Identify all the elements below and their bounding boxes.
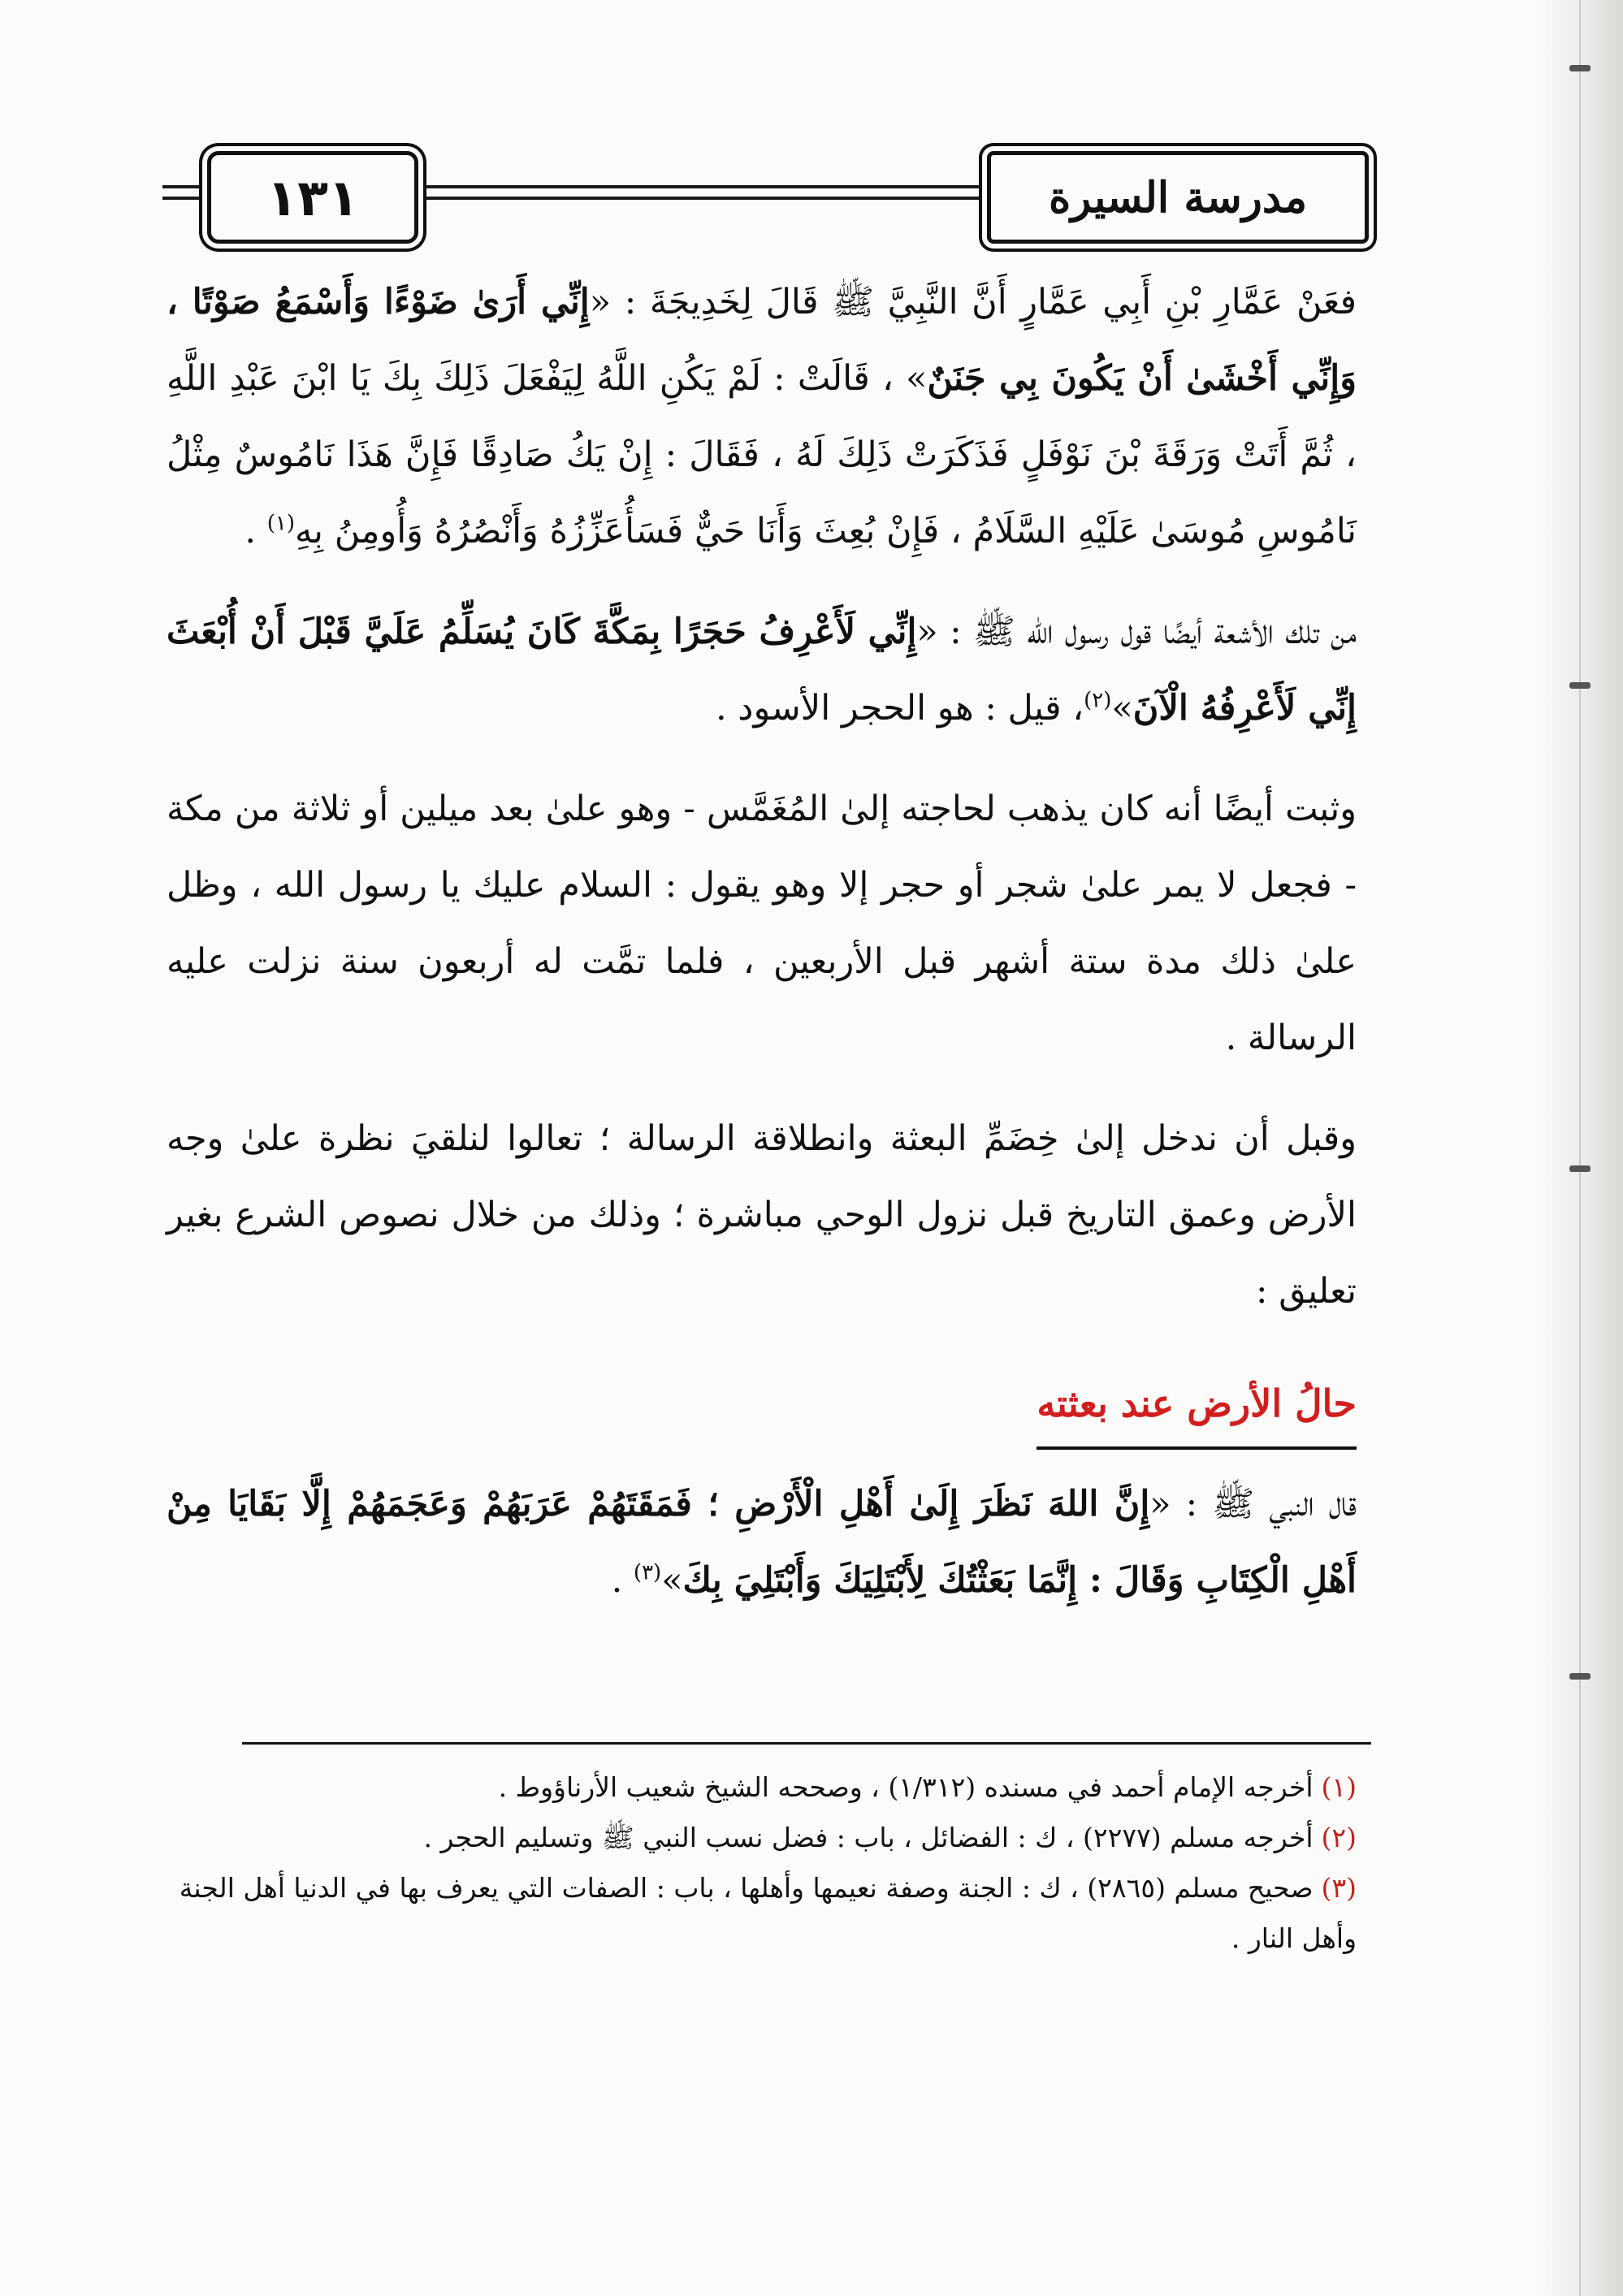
text-run: ، قيل : هو الحجر الأسود . (715, 688, 1084, 729)
page-edge (1534, 0, 1623, 2296)
footnote-text: أخرجه الإمام أحمد في مسنده (١/٣١٢) ، وصححه الشيخ شعيب الأرناؤوط . (498, 1771, 1314, 1803)
book-title-frame (987, 151, 1369, 244)
footnote-text: صحيح مسلم (٢٨٦٥) ، ك : الجنة وصفة نعيمها وأهلها ، باب : الصفات التي يعرف بها في الدنيا أهل الجنة وأهل النار . (179, 1872, 1357, 1954)
text-run: » (661, 1560, 683, 1601)
binding-edge (1579, 0, 1581, 2296)
text-run: قال النبي ﷺ : « (1149, 1484, 1357, 1524)
paragraph-4: وقبل أن ندخل إلىٰ خِضَمِّ البعثة وانطلاقة الرسالة ؛ تعالوا لنلقيَ نظرة علىٰ وجه الأرض وعمق التاريخ قبل نزول الوحي مباشرة ؛ وذلك من خلال نصوص الشرع بغير تعليق : (167, 1118, 1357, 1312)
text-run: فعَنْ عَمَّارِ بْنِ أَبِي عَمَّارٍ أَنَّ النَّبِيَّ ﷺ قَالَ لِخَدِيجَةَ : « (589, 282, 1357, 322)
hadith-quote: إِنَّ اللهَ نَظَرَ إِلَىٰ أَهْلِ الْأَرْضِ ؛ فَمَقَتَهُمْ عَرَبَهُمْ وَعَجَمَهُمْ إِلَّا بَقَايَا مِنْ أَهْلِ الْكِتَابِ وَقَالَ : إِنَّمَا بَعَثْتُكَ لِأَبْتَلِيَكَ وَأَبْتَلِيَ بِكَ (167, 1484, 1357, 1601)
paragraph-1 (167, 264, 1357, 569)
footnote-ref: (٢) (1084, 688, 1112, 713)
book-title: مدرسة السيرة (1048, 172, 1308, 223)
footnote-number: (٢) (1321, 1822, 1357, 1853)
page-number: ١٣١ (266, 167, 359, 227)
footnote-separator (242, 1742, 1371, 1745)
section-heading: حالُ الأرض عند بعثته (1037, 1365, 1357, 1450)
staple-mark (1569, 1165, 1591, 1172)
footnote-number: (٣) (1321, 1872, 1357, 1904)
main-text (167, 264, 1357, 1619)
paragraph-5 (167, 1466, 1357, 1619)
hadith-quote: إِنِّي أَرَىٰ ضَوْءًا وَأَسْمَعُ صَوْتًا ، وَإِنِّي أَخْشَىٰ أَنْ يَكُونَ بِي جَنَنٌ (167, 282, 1357, 399)
footnote-3 (167, 1863, 1357, 1964)
paragraph-2 (167, 594, 1357, 746)
staple-mark (1569, 682, 1591, 689)
section-heading-wrap (167, 1346, 1357, 1466)
footnote-2 (167, 1813, 1357, 1863)
footnote-ref: (١) (266, 511, 295, 536)
paragraph-3: وثبت أيضًا أنه كان يذهب لحاجته إلىٰ المُغَمَّس - وهو علىٰ بعد ميلين أو ثلاثة من مكة - فجعل لا يمر علىٰ شجر أو حجر إلا وهو يقول : السلام عليك يا رسول الله ، وظل علىٰ ذلك مدة ستة أشهر قبل الأربعين ، فلما تمَّت له أربعون سنة نزلت عليه الرسالة . (167, 789, 1357, 1058)
hadith-quote: إِنِّي لَأَعْرِفُ حَجَرًا بِمَكَّةَ كَانَ يُسَلِّمُ عَلَيَّ قَبْلَ أَنْ أُبْعَثَ إِنِّي لَأَعْرِفُهُ الْآنَ (167, 612, 1357, 729)
text-run: . (245, 511, 267, 551)
staple-mark (1569, 1673, 1591, 1680)
page-header (162, 146, 1369, 244)
footnotes (167, 1762, 1357, 1964)
text-run: » (1111, 688, 1133, 729)
text-run: من تلك الأشعة أيضًا قول رسول الله ﷺ : « (916, 612, 1357, 652)
footnote-ref: (٣) (633, 1560, 662, 1585)
text-run: . (611, 1560, 634, 1601)
text-run: » ، قَالَتْ : لَمْ يَكُنِ اللَّهُ لِيَفْعَلَ ذَلِكَ بِكَ يَا ابْنَ عَبْدِ اللَّهِ ، ثُمَّ أَتَتْ وَرَقَةَ بْنَ نَوْفَلٍ فَذَكَرَتْ ذَلِكَ لَهُ ، فَقَالَ : إِنْ يَكُ صَادِقًا فَإِنَّ هَذَا نَامُوسٌ مِثْلُ نَامُوسِ مُوسَىٰ عَلَيْهِ السَّلَامُ ، فَإِنْ بُعِثَ وَأَنَا حَيٌّ فَسَأُعَزِّزُهُ وَأَنْصُرُهُ وَأُومِنُ بِهِ (167, 358, 1357, 551)
page-number-frame (207, 151, 418, 244)
footnote-number: (١) (1321, 1771, 1357, 1803)
footnote-text: أخرجه مسلم (٢٢٧٧) ، ك : الفضائل ، باب : فضل نسب النبي ﷺ وتسليم الحجر . (423, 1822, 1314, 1853)
staple-mark (1569, 65, 1591, 71)
footnote-1 (167, 1762, 1357, 1813)
